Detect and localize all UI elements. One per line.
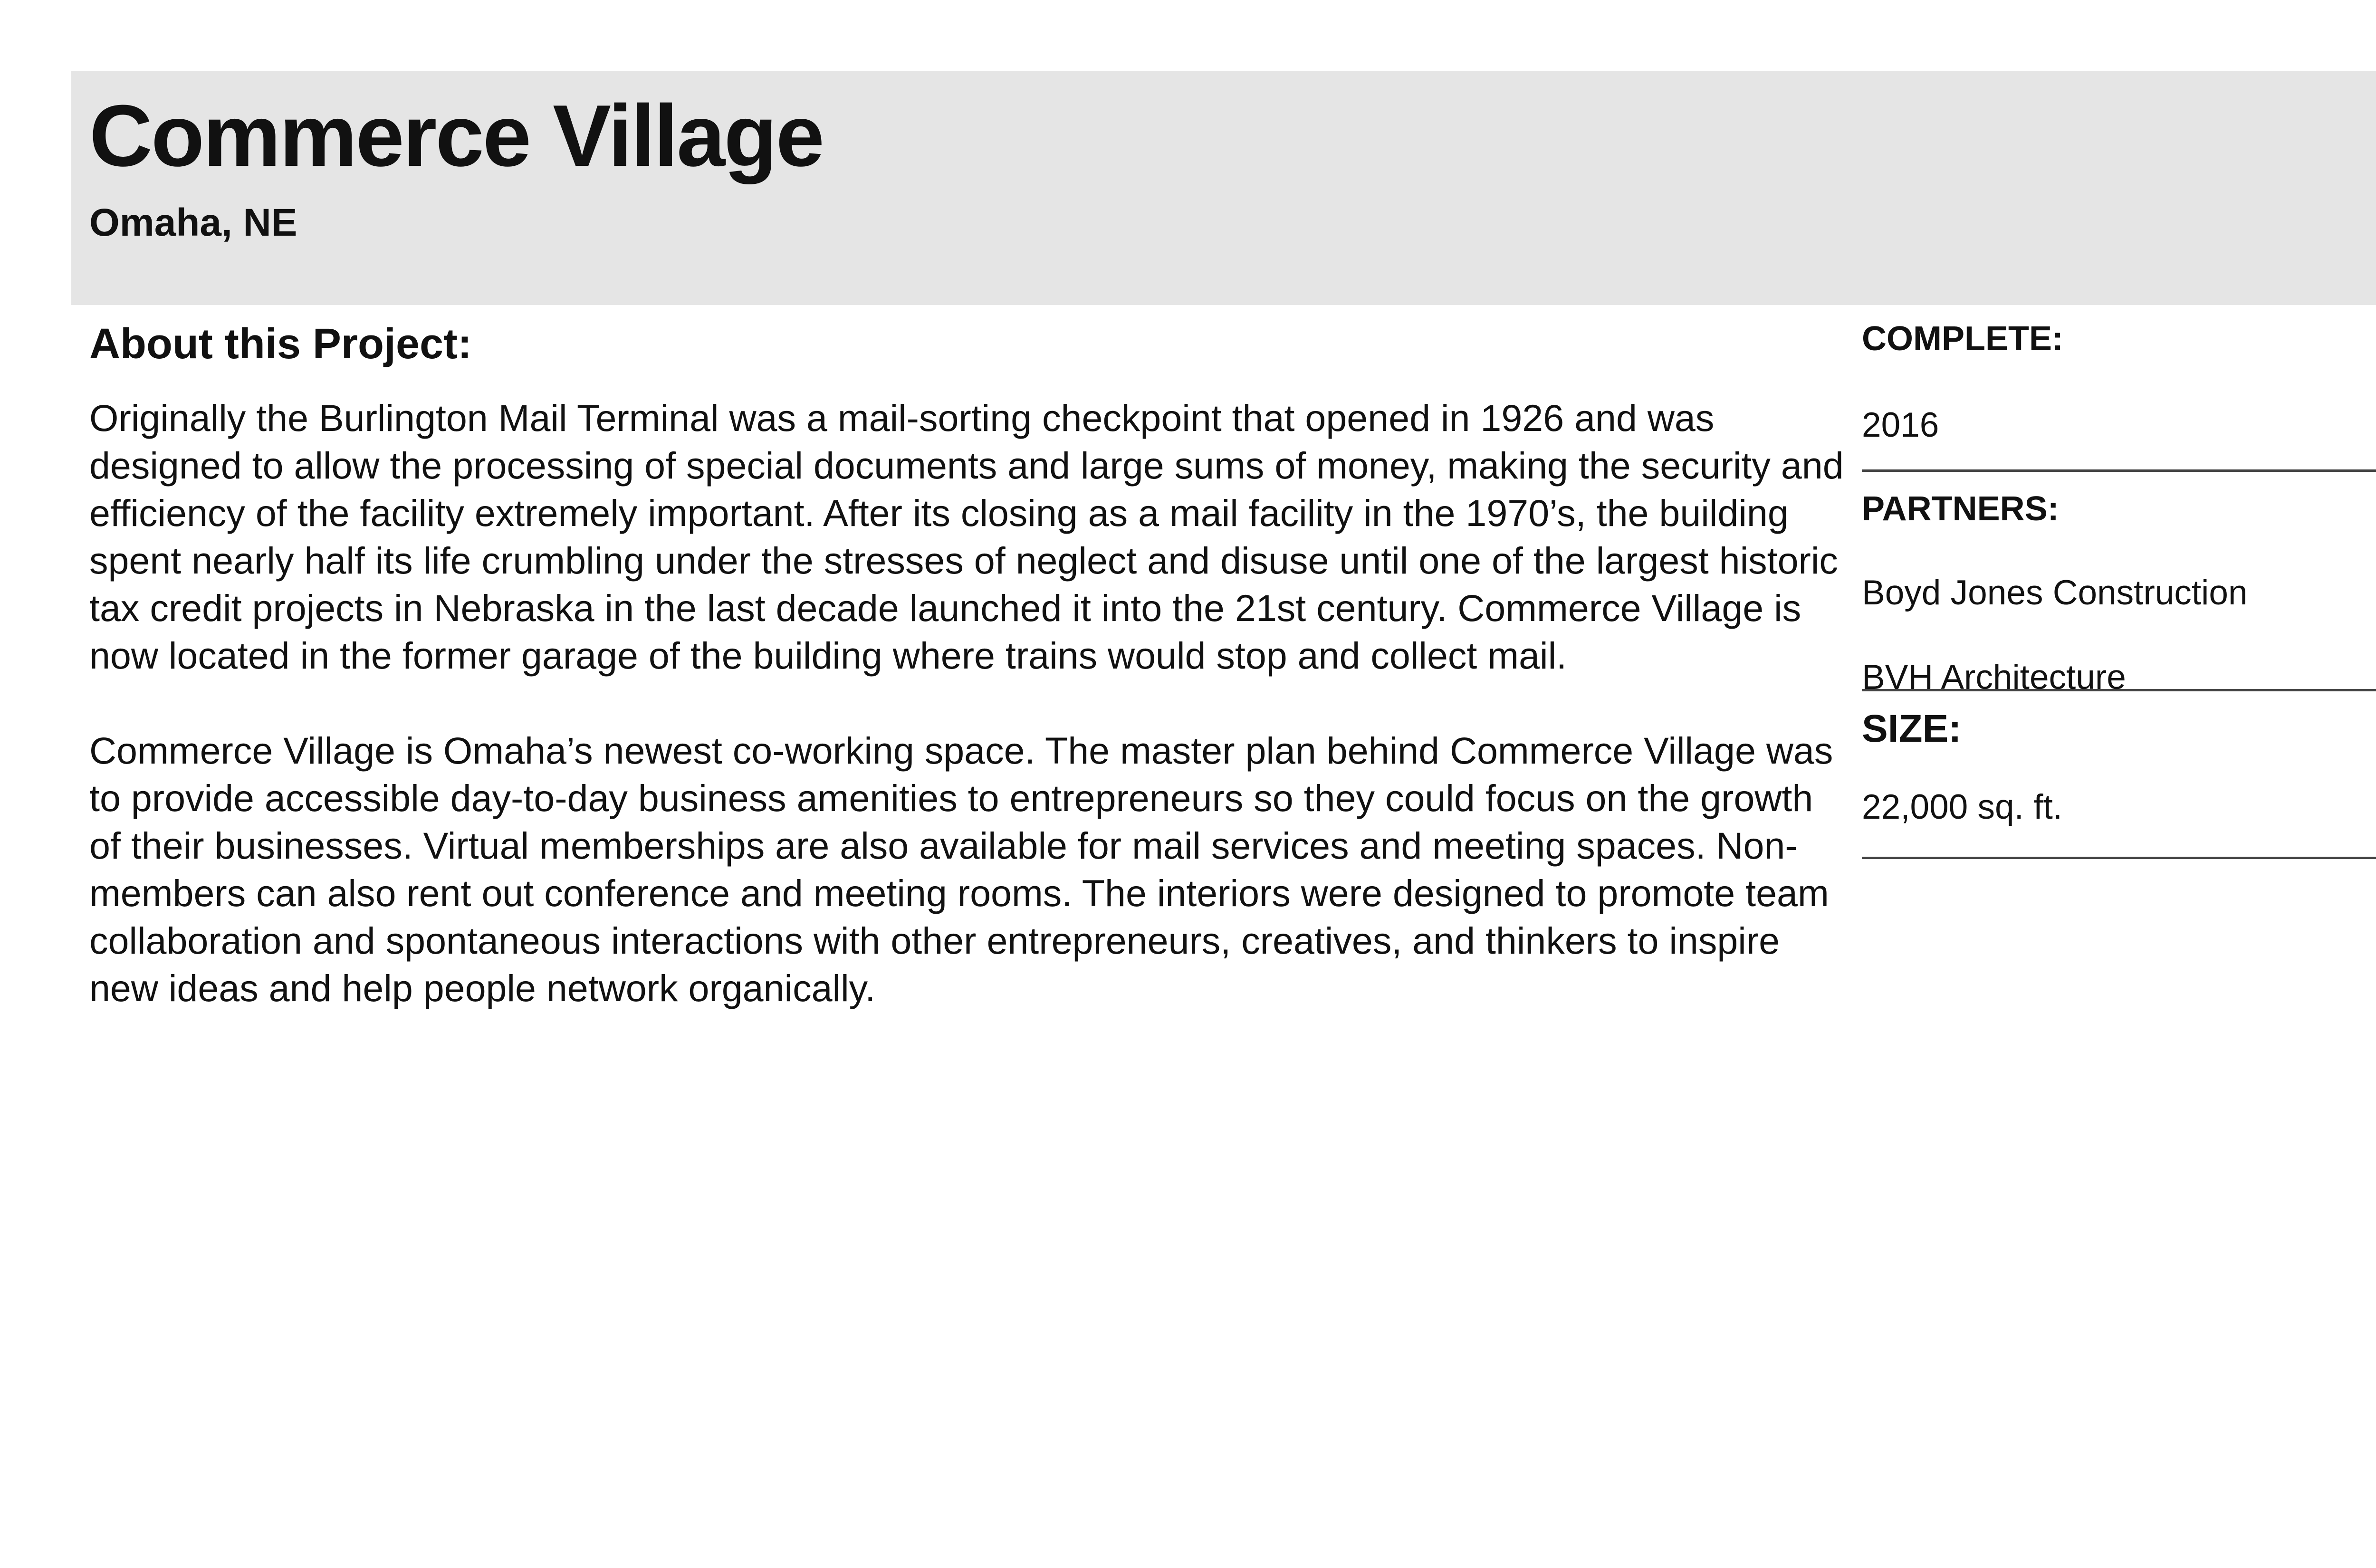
partners-label: PARTNERS: <box>1862 490 2059 528</box>
complete-value: 2016 <box>1862 406 1939 445</box>
partner-name: Boyd Jones Construction <box>1862 574 2248 612</box>
project-title: Commerce Village <box>89 86 824 184</box>
about-section <box>89 318 1848 1012</box>
about-paragraph-history: Originally the Burlington Mail Terminal was a mail-sorting checkpoint that opened in 1926 and was designed to allow the processing of special documents and large sums of money, making the security and efficiency of the facility extremely important. After its closing as a mail facility in the 1970’s, the building spent nearly half its life crumbling under the stresses of neglect and disuse until one of the largest historic tax credit projects in Nebraska in the last decade launched it into the 21st century. Commerce Village is now located in the former garage of the building where trains would stop and collect mail. <box>89 397 1844 677</box>
project-header <box>71 71 2376 305</box>
about-paragraph-coworking: Commerce Village is Omaha’s newest co-working space. The master plan behind Commerce Village was to provide accessible day-to-day business amenities to entrepreneurs so they could focus on the growth of their businesses. Virtual memberships are also available for mail services and meeting spaces. Non-members can also rent out conference and meeting rooms. The interiors were designed to promote team collaboration and spontaneous interactions with other entrepreneurs, creatives, and thinkers to inspire new ideas and help people network organically. <box>89 729 1833 1009</box>
detail-size <box>1862 691 2376 859</box>
detail-partners <box>1862 472 2376 697</box>
size-label: SIZE: <box>1862 707 1962 750</box>
complete-label: COMPLETE: <box>1862 320 2063 358</box>
about-heading: About this Project: <box>89 320 472 368</box>
partner-name: BVH Architecture <box>1862 658 2126 697</box>
project-details <box>1862 318 2376 859</box>
project-location: Omaha, NE <box>89 201 297 244</box>
size-value: 22,000 sq. ft. <box>1862 788 2063 827</box>
detail-complete <box>1862 318 2376 472</box>
